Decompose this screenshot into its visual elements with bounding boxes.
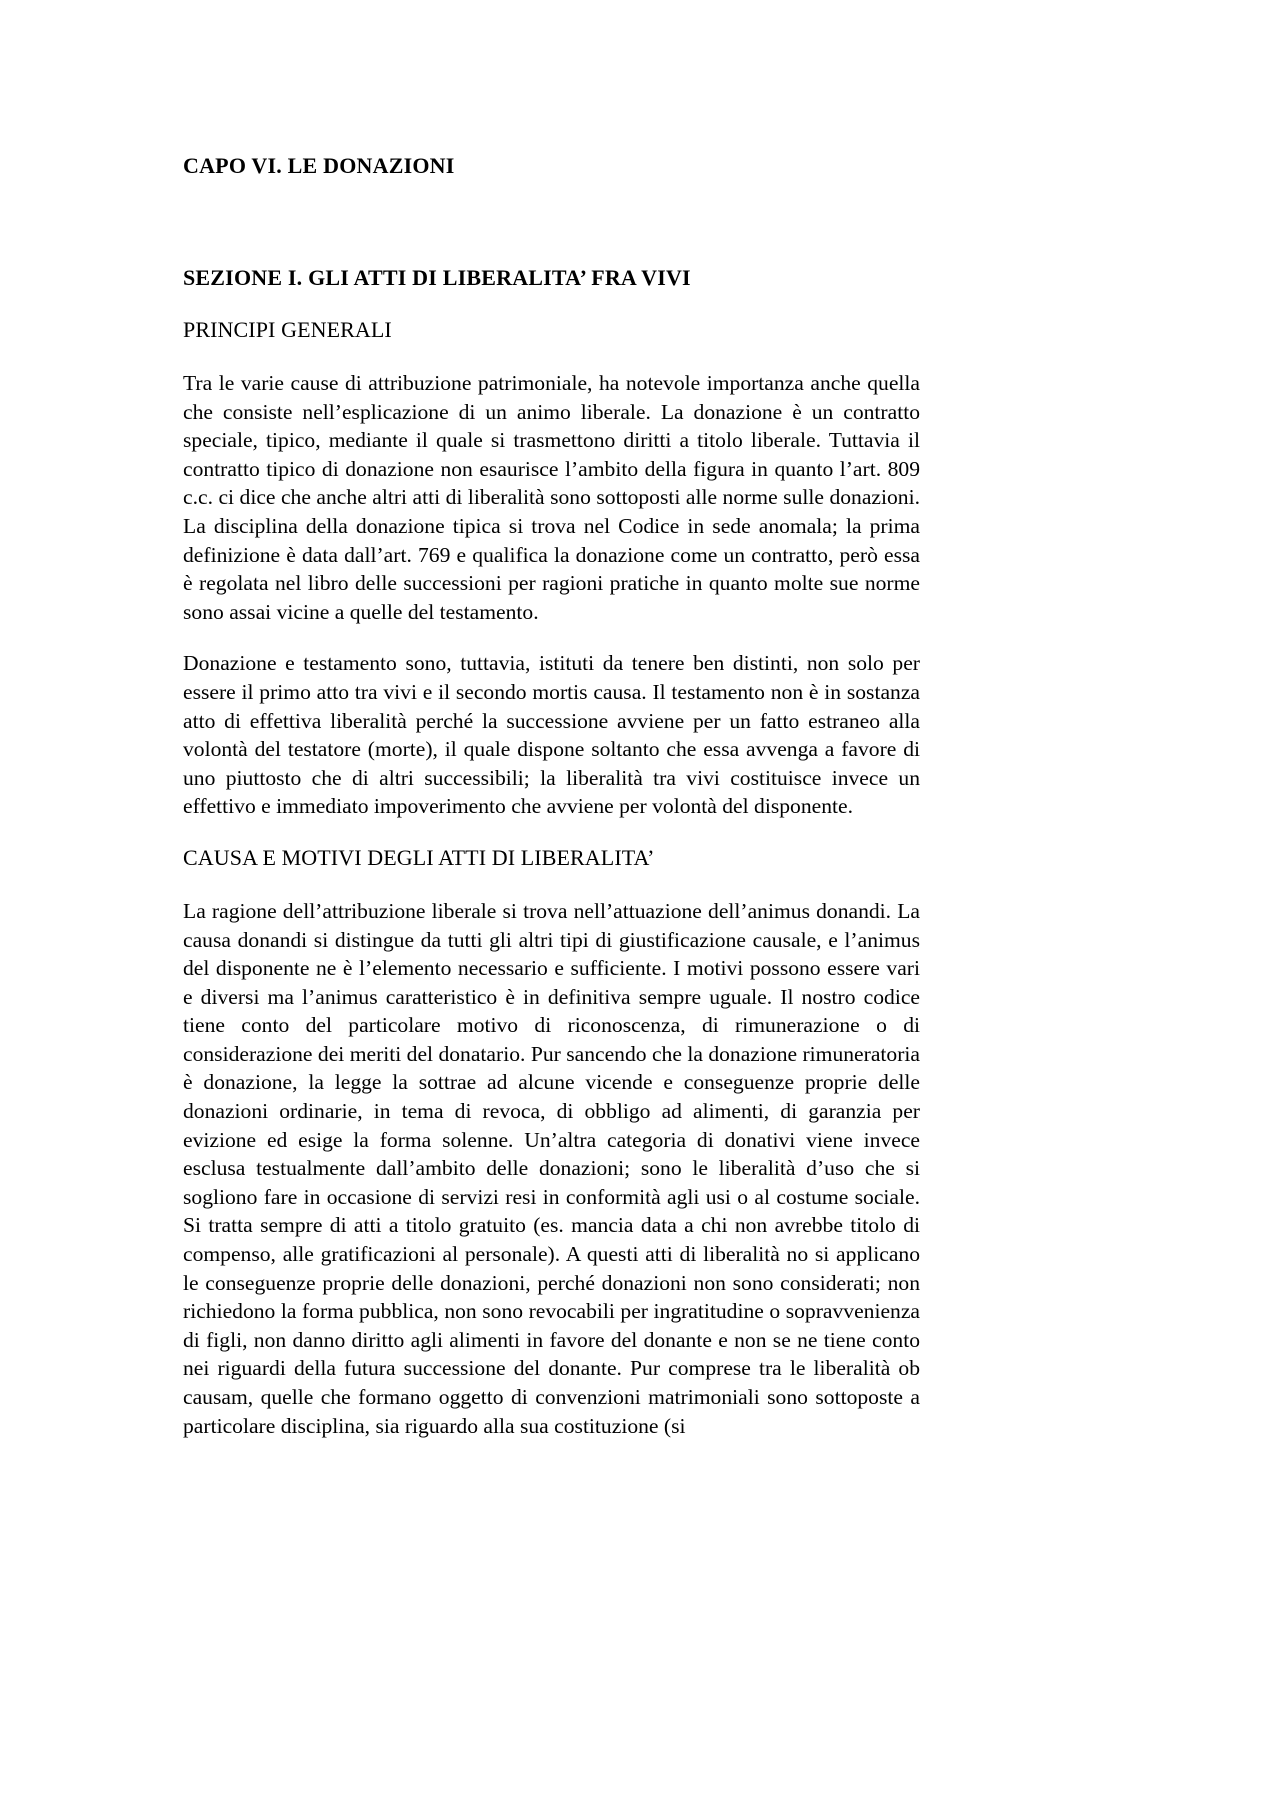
section-title: SEZIONE I. GLI ATTI DI LIBERALITA’ FRA VIVI [183,265,691,290]
paragraph: Tra le varie cause di attribuzione patrimoniale, ha notevole importanza anche quella che consiste nell’esplicazione di un animo liberale. La donazione è un contratto speciale, tipico, mediante il quale si trasmettono diritti a titolo liberale. Tuttavia il contratto tipico di donazione non esaurisce l’ambito della figura in quanto l’art. 809 c.c. ci dice che anche altri atti di liberalità sono sottoposti alle norme sulle donazioni. La disciplina della donazione tipica si trova nel Codice in sede anomala; la prima definizione è data dall’art. 769 e qualifica la donazione come un contratto, però essa è regolata nel libro delle successioni per ragioni pratiche in quanto molte sue norme sono assai vicine a quelle del testamento. [183,371,920,624]
paragraph: La ragione dell’attribuzione liberale si trova nell’attuazione dell’animus donandi. La causa donandi si distingue da tutti gli altri tipi di giustificazione causale, e l’animus del disponente ne è l’elemento necessario e sufficiente. I motivi possono essere vari e diversi ma l’animus caratteristico è in definitiva sempre uguale. Il nostro codice tiene conto del particolare motivo di riconoscenza, di rimunerazione o di considerazione dei meriti del donatario. Pur sancendo che la donazione rimuneratoria è donazione, la legge la sottrae ad alcune vicende e conseguenze proprie delle donazioni ordinarie, in tema di revoca, di obbligo ad alimenti, di garanzia per evizione ed esige la forma solenne. Un’altra categoria di donativi viene invece esclusa testualmente dall’ambito delle donazioni; sono le liberalità d’uso che si sogliono fare in occasione di servizi resi in conformità agli usi o al costume sociale. Si tratta sempre di atti a titolo gratuito (es. mancia data a chi non avrebbe titolo di compenso, alle gratificazioni al personale). A questi atti di liberalità no si applicano le conseguenze proprie delle donazioni, perché donazioni non sono considerati; non richiedono la forma pubblica, non sono revocabili per ingratitudine o sopravvenienza di figli, non danno diritto agli alimenti in favore del donante e non se ne tiene conto nei riguardi della futura successione del donante. Pur comprese tra le liberalità ob causam, quelle che formano oggetto di convenzioni matrimoniali sono sottoposte a particolare disciplina, sia riguardo alla sua costituzione (si [183,898,920,1438]
page-content [183,150,920,1440]
chapter-title: CAPO VI. LE DONAZIONI [183,153,455,178]
subheading-causa-e-motivi: CAUSA E MOTIVI DEGLI ATTI DI LIBERALITA’ [183,844,655,870]
paragraph: Donazione e testamento sono, tuttavia, istituti da tenere ben distinti, non solo per essere il primo atto tra vivi e il secondo mortis causa. Il testamento non è in sostanza atto di effettiva liberalità perché la successione avviene per un fatto estraneo alla volontà del testatore (morte), il quale dispone soltanto che essa avvenga a favore di uno piuttosto che di altri successibili; la liberalità tra vivi costituisce invece un effettivo e immediato impoverimento che avviene per volontà del disponente. [183,651,920,819]
subheading-principi-generali: PRINCIPI GENERALI [183,317,392,342]
